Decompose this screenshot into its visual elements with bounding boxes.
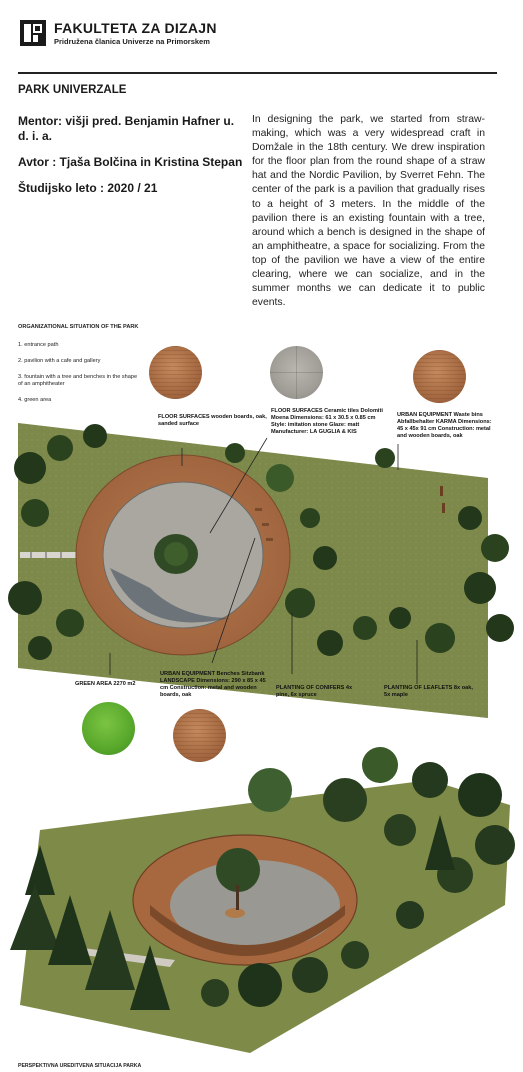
wood-floor-swatch — [149, 346, 202, 399]
organization-title: ORGANIZATIONAL SITUATION OF THE PARK — [18, 324, 139, 330]
brand-subtitle: Pridružena članica Univerze na Primorskem — [54, 37, 210, 46]
label-green-area: GREEN AREA 2270 m2 — [75, 681, 136, 687]
project-title: PARK UNIVERZALE — [18, 84, 127, 96]
label-urban-waste: URBAN EQUIPMENT Waste bins Abfallbehalter KARMA Dimensions: 45 x 45x 91 cm Construction: metal and wooden boards, oak — [397, 412, 492, 439]
label-conifers: PLANTING OF CONIFERS 4x pine, 6x spruce — [276, 685, 353, 698]
label-leaflets: PLANTING OF LEAFLETS 8x oak, 5x maple — [384, 685, 473, 698]
stone-tile-swatch — [270, 346, 323, 399]
header-divider — [18, 72, 497, 74]
study-year-line: Študijsko leto : 2020 / 21 — [18, 181, 158, 195]
project-meta — [18, 114, 248, 207]
organization-item: 2. pavilion with a cafe and gallery — [18, 358, 101, 364]
bin-wood-swatch — [413, 350, 466, 403]
project-description: In designing the park, we started from straw-making, which was a very widespread craft in Domžale in the 18th century. We drew inspiration for the floor plan from the round shape of a straw hat and the Nordic Pavilion, by Sverret Fehn. The center of the park is a pavilion that gradually rises to a height of 3 meters. In the middle of the pavilion there is an existing fountain with a tree, around which a bench is designed in the shape of an amphitheatre, a space for socializing. From the top of the pavilion we have a view of the entire clearing, where we can socialize, and in the summer months we can dedicate it to public events. — [252, 114, 485, 309]
organization-legend — [18, 324, 143, 413]
perspective-render — [0, 735, 523, 1060]
authors-line: Avtor : Tjaša Bolčina in Kristina Stepan — [18, 155, 243, 169]
label-floor-wood: FLOOR SURFACES wooden boards, oak, sanded surface — [158, 414, 267, 427]
perspective-caption: PERSPEKTIVNA UREDITVENA SITUACIJA PARKA — [18, 1063, 142, 1069]
entrance-path — [20, 552, 80, 558]
faculty-logo — [20, 20, 46, 46]
label-urban-benches: URBAN EQUIPMENT Benches Sitzbank LANDSCAPE Dimensions: 290 x 85 x 45 cm Construction: metal and wooden boards, oak — [160, 671, 266, 698]
organization-item: 4. green area — [18, 397, 52, 403]
organization-item: 3. fountain with a tree and benches in the shape of an amphitheater — [18, 374, 138, 387]
mentor-line: Mentor: višji pred. Benjamin Hafner u. d. i. a. — [18, 114, 235, 143]
label-floor-ceramic: FLOOR SURFACES Ceramic tiles Dolomiti Moena Dimensions: 61 x 30.5 x 0.85 cm Style: imitation stone Glaze: matt Manufacturer: LA GUGLIA & KIS — [271, 408, 383, 435]
organization-item: 1. entrance path — [18, 342, 59, 348]
brand-name: FAKULTETA ZA DIZAJN — [54, 20, 217, 36]
